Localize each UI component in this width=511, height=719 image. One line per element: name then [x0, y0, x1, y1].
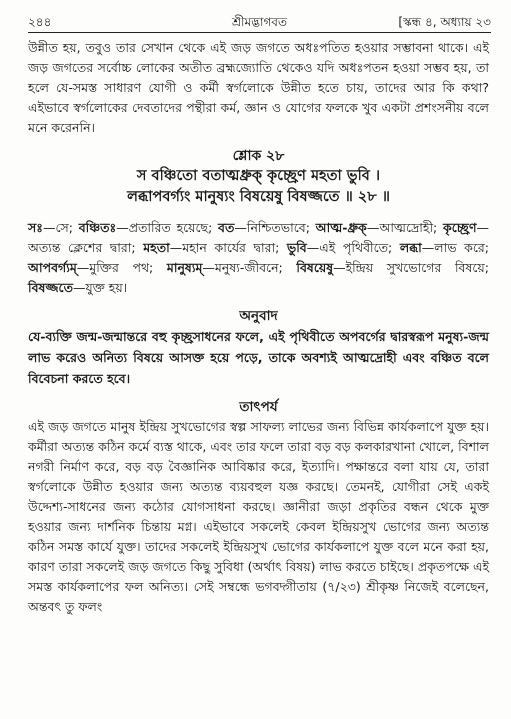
section-reference: [স্কন্ধ ৪, অধ্যায় ২৩	[398, 15, 491, 29]
synonym-term: বিষজ্জতে	[28, 280, 73, 295]
page-number: ২৪৪	[28, 15, 52, 29]
book-title: শ্রীমদ্ভাগবত	[231, 15, 287, 29]
translation-text: যে-ব্যক্তি জন্ম-জন্মান্তরে বহু কৃচ্ছ্রসাধনের ফলে, এই পৃথিবীতে অপবর্গের দ্বারস্বরূপ মনুষ্য-জন্ম লাভ করেও অনিত্য বিষয়ে আসক্ত হয়ে পড়ে, তাকে অবশ্যই আত্মদ্রোহী এবং বঞ্চিত বলে বিবেচনা করতে হবে।	[28, 329, 489, 386]
synonym-term: ভুবি	[286, 240, 307, 255]
synonym-term: আত্ম-ধ্রুক্	[315, 220, 367, 235]
verse-line-2: লব্ধাপবর্গ্যং মানুষ্যং বিষয়েষু বিষজ্জতে ॥ ২৮ ॥	[127, 189, 390, 205]
synonym-term: মানুষ্যম্	[166, 260, 203, 275]
synonym-meaning: —মুক্তির পথ;	[76, 260, 167, 275]
synonym-meaning: —নিশ্চিতভাবে;	[234, 220, 316, 235]
synonym-term: বঞ্চিতঃ	[78, 220, 117, 235]
synonym-meaning: —মহান কার্যের দ্বারা;	[169, 240, 287, 255]
verse-number: শ্লোক ২৮	[232, 148, 285, 164]
synonym-term: বিষয়েষু	[296, 260, 334, 275]
synonym-meaning: —সে;	[42, 220, 79, 235]
synonym-term: বত	[218, 220, 235, 235]
synonym-meaning: —যুক্ত হয়।	[72, 280, 128, 295]
synonym-meaning: —আত্মদ্রোহী;	[366, 220, 443, 235]
synonym-term: মহতা	[143, 240, 170, 255]
synonym-meaning: —এই পৃথিবীতে;	[306, 240, 400, 255]
synonym-term: কৃচ্ছ্রেণ	[442, 220, 477, 235]
page-body	[28, 38, 489, 617]
synonym-term: লব্ধা	[399, 240, 422, 255]
synonym-term: আপবর্গ্যম্	[28, 260, 77, 275]
synonym-meaning: —মনুষ্য-জীবনে;	[202, 260, 297, 275]
synonym-meaning: —ইন্দ্রিয় সুখভোগের বিষয়ে;	[333, 260, 489, 275]
synonym-term: সঃ	[28, 220, 43, 235]
synonym-meaning: —লাভ করে;	[421, 240, 489, 255]
purport-text: এই জড় জগতে মানুষ ইন্দ্রিয় সুখভোগের স্বল্প সাফল্য লাভের জন্য বিভিন্ন কার্যকলাপে যুক্ত হয়। কর্মীরা অত্যন্ত কঠিন কর্মে ব্যস্ত থাকে, এবং তার ফলে তারা বড় বড় কলকারখানা খোলে, বিশাল নগরী নির্মাণ করে, বড় বড় বৈজ্ঞানিক আবিষ্কার করে, ইত্যাদি। পক্ষান্তরে বলা যায় যে, তারা স্বর্গলোকে উন্নীত হওয়ার জন্য অত্যন্ত ব্যয়বহুল যজ্ঞ করছে। তেমনই, যোগীরা সেই একই উদ্দেশ্য-সাধনের জন্য কঠোর যোগসাধনা করছে। জ্ঞানীরা জড়া প্রকৃতির বন্ধন থেকে মুক্ত হওয়ার জন্য দার্শনিক চিন্তায় মগ্ন। এইভাবে সকলেই কেবল ইন্দ্রিয়সুখ ভোগের জন্য অত্যন্ত কঠিন সমস্ত কার্যে যুক্ত। তাদের সকলেই ইন্দ্রিয়সুখ ভোগের কার্যকলাপে যুক্ত বলে মনে করা হয়, কারণ তারা সকলেই জড় জগতে কিছু সুবিধা (অর্থাৎ বিষয়) লাভ করতে চাইছে। প্রকৃতপক্ষে এই সমস্ত কার্যকলাপের ফল অনিত্য। সেই সম্বন্ধে ভগবদ্গীতায় (৭/২৩) শ্রীকৃষ্ণ নিজেই বলেছেন, অন্তবৎ তু ফলং	[28, 419, 489, 614]
purport-heading: তাৎপর্য	[239, 399, 278, 415]
intro-paragraph: উন্নীত হয়, তবুও তার সেখান থেকে এই জড় জগতে অধঃপতিত হওয়ার সম্ভাবনা থাকে। এই জড় জগতের সর্বোচ্চ লোকের অতীত ব্রহ্মজ্যোতি থেকেও যদি অধঃপতন হওয়া সম্ভব হয়, তা হলে যে-সমস্ত সাধারণ যোগী ও কর্মী স্বর্গলোকে উন্নীত হতে চায়, তাদের আর কি কথা? এইভাবে স্বর্গলোকের দেবতাদের পন্থীরা কর্ম, জ্ঞান ও যোগের ফলকে খুব একটা প্রশংসনীয় বলে মনে করেননি।	[28, 40, 489, 135]
translation-heading: অনুবাদ	[239, 308, 278, 324]
header-rule	[28, 32, 491, 33]
synonym-meaning: —অত্যন্ত ক্লেশের দ্বারা;	[28, 220, 490, 255]
synonym-meaning: —প্রতারিত হয়েছে;	[116, 220, 219, 235]
verse-line-1: স বঞ্চিতো বতাত্মধ্রুক্ কৃচ্ছ্রেণ মহতা ভুবি ।	[136, 168, 381, 184]
synonyms-paragraph	[28, 218, 489, 298]
page-header	[28, 14, 491, 32]
